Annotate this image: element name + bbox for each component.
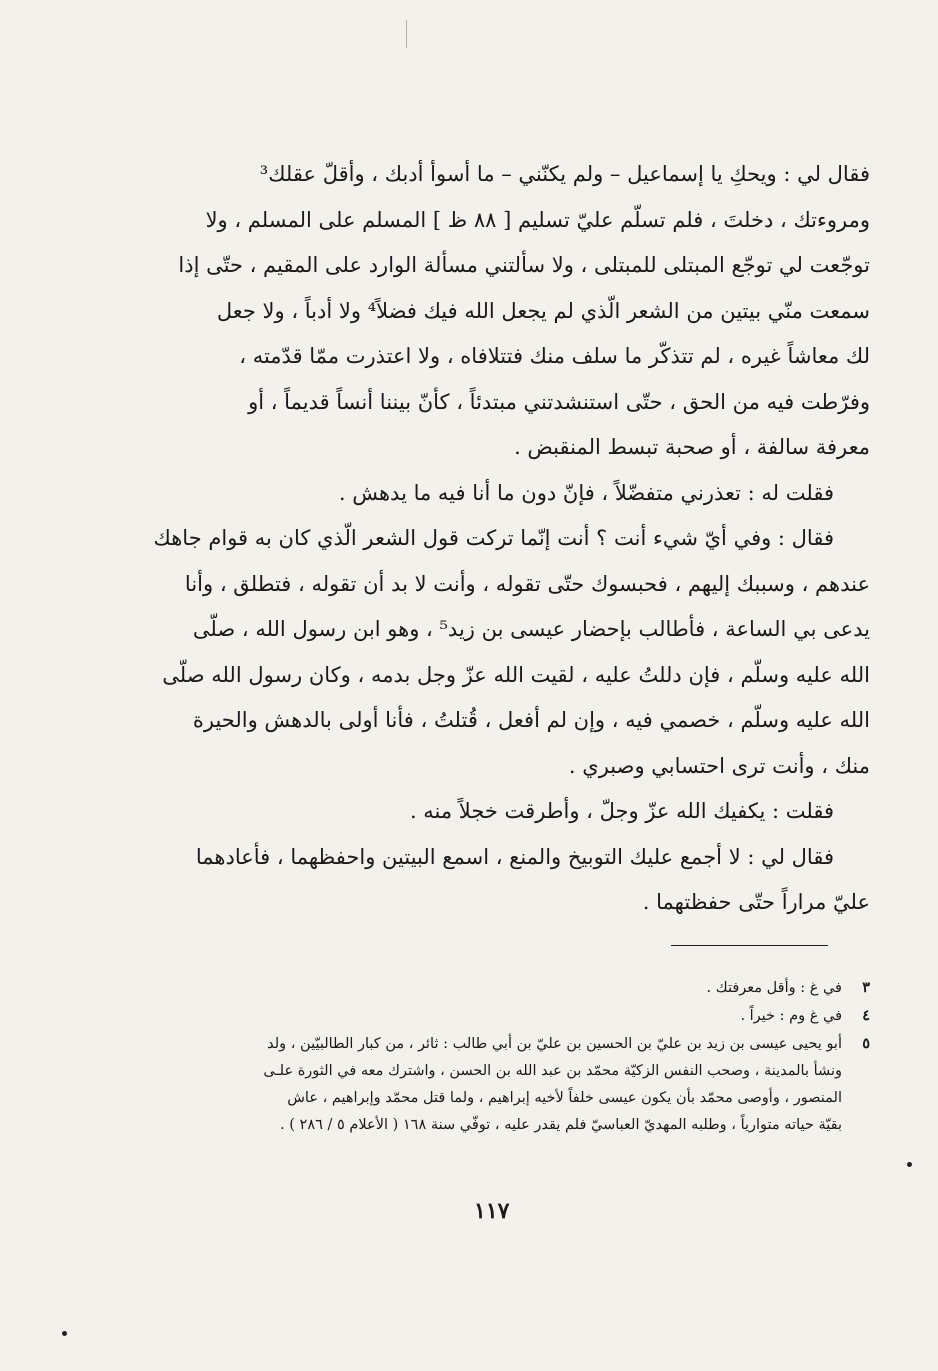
text-line: فقلت : يكفيك الله عزّ وجلّ ، وأطرقت خجلاً منه . bbox=[409, 799, 834, 823]
main-text bbox=[150, 152, 870, 926]
text-line: فقال لي : لا أجمع عليك التوبيخ والمنع ، اسمع البيتين واحفظهما ، فأعادهما bbox=[195, 844, 834, 869]
text-line: عليّ مراراً حتّى حفظتهما . bbox=[642, 890, 870, 914]
text-line: ومروءتك ، دخلتَ ، فلم تسلّم عليّ تسليم [ ٨٨ ظ ] المسلم على المسلم ، ولا bbox=[205, 207, 870, 232]
paragraph-5 bbox=[150, 835, 870, 926]
footnotes bbox=[150, 974, 870, 1139]
footnote-number: ٥ bbox=[862, 1035, 870, 1052]
text-line: وفرّطت فيه من الحق ، حتّى استنشدتني مبتدئاً ، كأنّ بيننا أنساً قديماً ، أو bbox=[248, 389, 870, 414]
text-line: سمعت منّي بيتين من الشعر الّذي لم يجعل الله فيك فضلاً⁴ ولا أدباً ، ولا جعل bbox=[216, 298, 870, 323]
paragraph-4 bbox=[150, 789, 870, 835]
text-line: معرفة سالفة ، أو صحبة تبسط المنقبض . bbox=[514, 435, 870, 459]
text-line: لك معاشاً غيره ، لم تتذكّر ما سلف منك فتتلافاه ، ولا اعتذرت ممّا قدّمته ، bbox=[239, 344, 870, 368]
footnote-text: بقيّة حياته متوارياً ، وطلبه المهديّ العباسيّ فلم يقدر عليه ، توفّي سنة ١٦٨ ( الأعلام ٥ / ٢٨٦ ) . bbox=[280, 1117, 842, 1133]
page-number: ١١٧ bbox=[474, 1198, 510, 1224]
scan-speck bbox=[907, 1162, 912, 1167]
text-line: فقال : وفي أيّ شيء أنت ؟ أنت إنّما تركت قول الشعر الّذي كان به قوام جاهك bbox=[153, 526, 834, 550]
scan-speck bbox=[62, 1331, 67, 1336]
text-line: الله عليه وسلّم ، فإن دللتُ عليه ، لقيت الله عزّ وجل بدمه ، وكان رسول الله صلّى bbox=[162, 662, 870, 687]
footnote-3 bbox=[150, 974, 870, 1002]
footnote-5 bbox=[150, 1030, 870, 1058]
footnote-4 bbox=[150, 1002, 870, 1030]
footnote-separator bbox=[671, 945, 828, 946]
paragraph-3 bbox=[150, 516, 870, 789]
footnote-text: في غ : وأقل معرفتك . bbox=[706, 980, 842, 996]
paragraph-1 bbox=[150, 152, 870, 471]
footnote-number: ٤ bbox=[862, 1007, 870, 1024]
footnote-text: المنصور ، وأوصى محمّد بأن يكون عيسى خلفاً لأخيه إبراهيم ، ولما قتل محمّد وإبراهيم ، عاش bbox=[287, 1090, 842, 1106]
footnote-text: في غ وم : خيراً . bbox=[740, 1008, 842, 1024]
text-line: فقال لي : ويحكِ يا إسماعيل – ولم يكنّني – ما أسوأ أدبك ، وأقلّ عقلك³ bbox=[259, 162, 870, 186]
footnote-number: ٣ bbox=[862, 979, 870, 996]
footnote-text: أبو يحيى عيسى بن زيد بن عليّ بن الحسين بن عليّ بن أبي طالب : ثائر ، من كبار الطالبيّين ، ولد bbox=[267, 1036, 842, 1052]
text-line: فقلت له : تعذرني متفضّلاً ، فإنّ دون ما أنا فيه ما يدهش . bbox=[338, 480, 834, 505]
paragraph-2 bbox=[150, 471, 870, 517]
scan-mark bbox=[406, 20, 407, 48]
footnote-text: ونشأ بالمدينة ، وصحب النفس الزكيّة محمّد بن عبد الله بن الحسن ، واشترك معه في الثورة علـى bbox=[263, 1063, 842, 1079]
text-line: توجّعت لي توجّع المبتلى للمبتلى ، ولا سألتني مسألة الوارد على المقيم ، حتّى إذا bbox=[178, 253, 870, 277]
text-line: منك ، وأنت ترى احتسابي وصبري . bbox=[568, 753, 870, 778]
text-line: عندهم ، وسببك إليهم ، فحبسوك حتّى تقوله ، وأنت لا بد أن تقوله ، فتطلق ، وأنا bbox=[184, 571, 870, 596]
text-line: يدعى بي الساعة ، فأطالب بإحضار عيسى بن زيد⁵ ، وهو ابن رسول الله ، صلّى bbox=[192, 617, 870, 641]
text-line: الله عليه وسلّم ، خصمي فيه ، وإن لم أفعل ، قُتلتُ ، فأنا أولى بالدهش والحيرة bbox=[192, 708, 870, 732]
